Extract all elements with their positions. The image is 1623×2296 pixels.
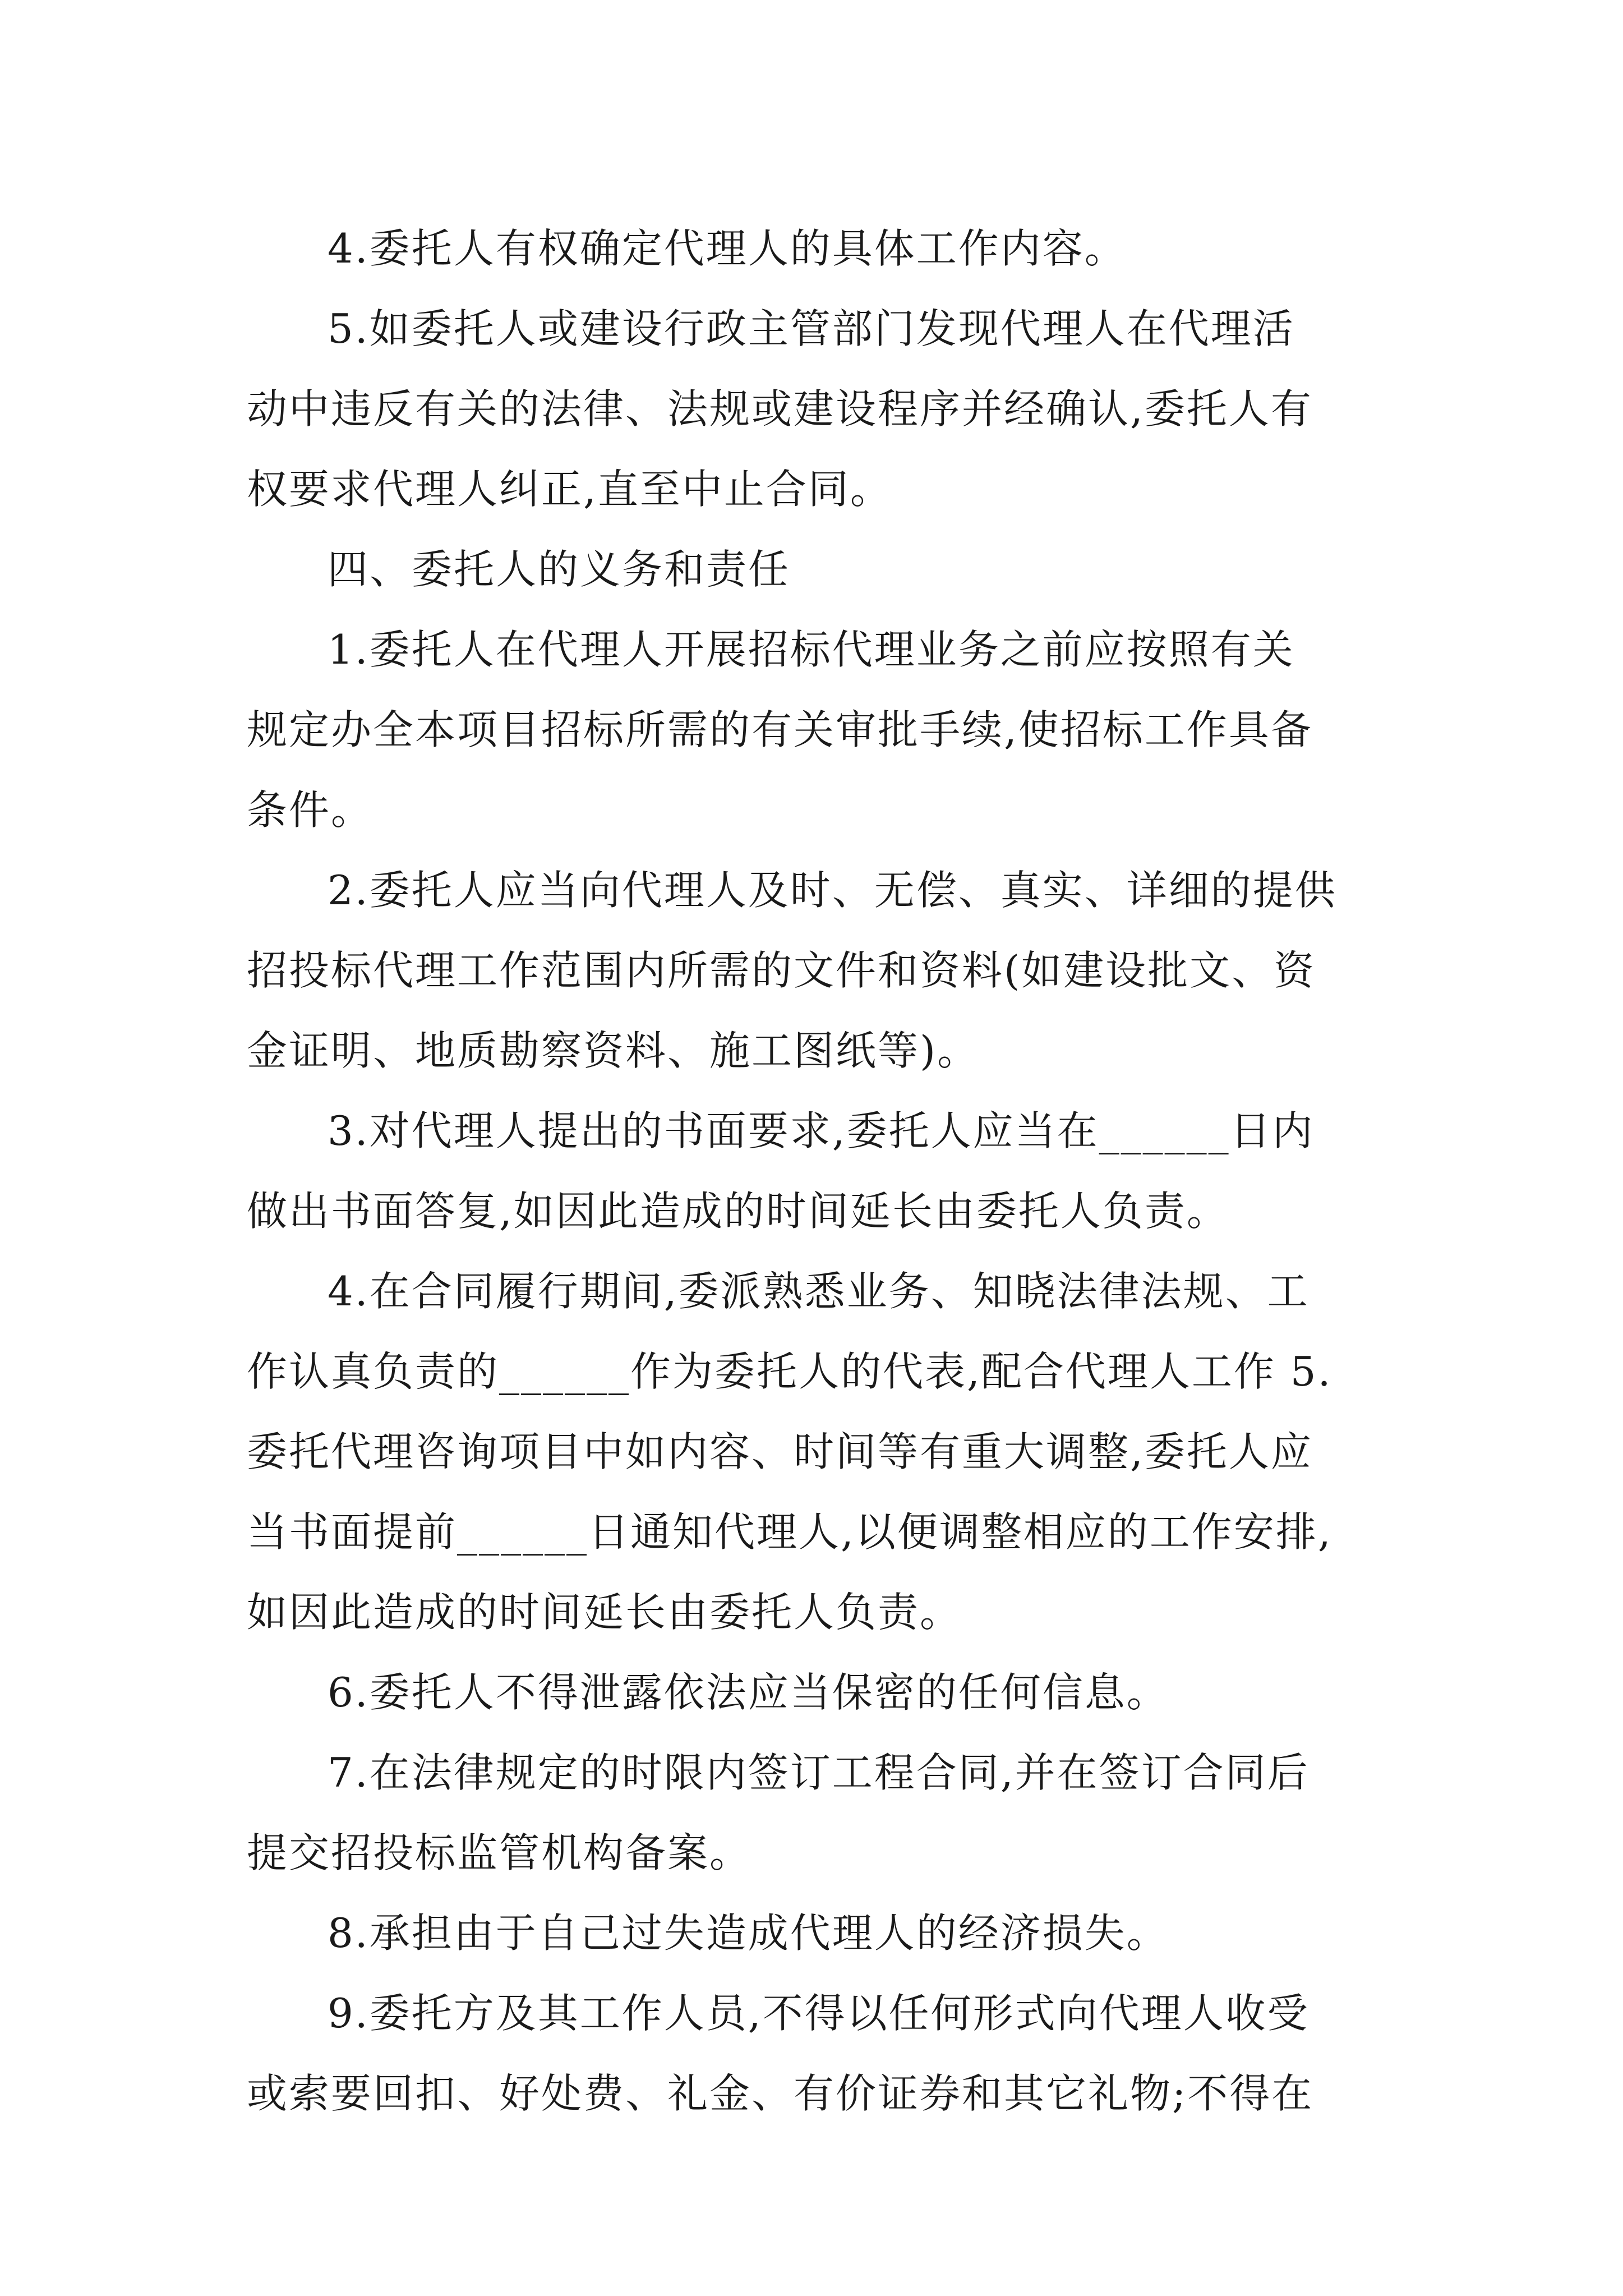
document-body	[247, 209, 1391, 2134]
paragraph-line: 3.对代理人提出的书面要求,委托人应当在______日内	[328, 1107, 1315, 1154]
paragraph-line: 招投标代理工作范围内所需的文件和资料(如建设批文、资	[247, 947, 1316, 994]
paragraph-line: 动中违反有关的法律、法规或建设程序并经确认,委托人有	[247, 385, 1313, 432]
paragraph-line: 7.在法律规定的时限内签订工程合同,并在签订合同后	[328, 1749, 1310, 1796]
section-heading: 四、委托人的义务和责任	[328, 546, 791, 593]
paragraph-line: 2.委托人应当向代理人及时、无偿、真实、详细的提供	[328, 867, 1337, 914]
paragraph-line: 金证明、地质勘察资料、施工图纸等)。	[247, 1027, 980, 1074]
paragraph-line: 如因此造成的时间延长由委托人负责。	[247, 1589, 962, 1636]
paragraph-line: 8.承担由于自己过失造成代理人的经济损失。	[328, 1910, 1169, 1957]
paragraph-line: 规定办全本项目招标所需的有关审批手续,使招标工作具备	[247, 706, 1313, 753]
paragraph-line: 作认真负责的______作为委托人的代表,配合代理人工作 5.	[247, 1348, 1332, 1395]
paragraph-line: 提交招投标监管机构备案。	[247, 1829, 752, 1876]
paragraph-line: 权要求代理人纠正,直至中止合同。	[247, 466, 892, 513]
paragraph-line: 做出书面答复,如因此造成的时间延长由委托人负责。	[247, 1188, 1229, 1235]
paragraph-line: 或索要回扣、好处费、礼金、有价证券和其它礼物;不得在	[247, 2070, 1314, 2117]
paragraph-line: 当书面提前______日通知代理人,以便调整相应的工作安排,	[247, 1508, 1332, 1556]
paragraph-line: 4.委托人有权确定代理人的具体工作内容。	[328, 225, 1127, 272]
paragraph-line: 6.委托人不得泄露依法应当保密的任何信息。	[328, 1669, 1169, 1716]
paragraph-line: 1.委托人在代理人开展招标代理业务之前应按照有关	[328, 626, 1295, 673]
paragraph-line: 5.如委托人或建设行政主管部门发现代理人在代理活	[328, 305, 1295, 352]
paragraph-line: 条件。	[247, 786, 374, 834]
paragraph-line: 9.委托方及其工作人员,不得以任何形式向代理人收受	[328, 1990, 1310, 2037]
paragraph-line: 委托代理咨询项目中如内容、时间等有重大调整,委托人应	[247, 1428, 1313, 1475]
paragraph-line: 4.在合同履行期间,委派熟悉业务、知晓法律法规、工	[328, 1268, 1310, 1315]
